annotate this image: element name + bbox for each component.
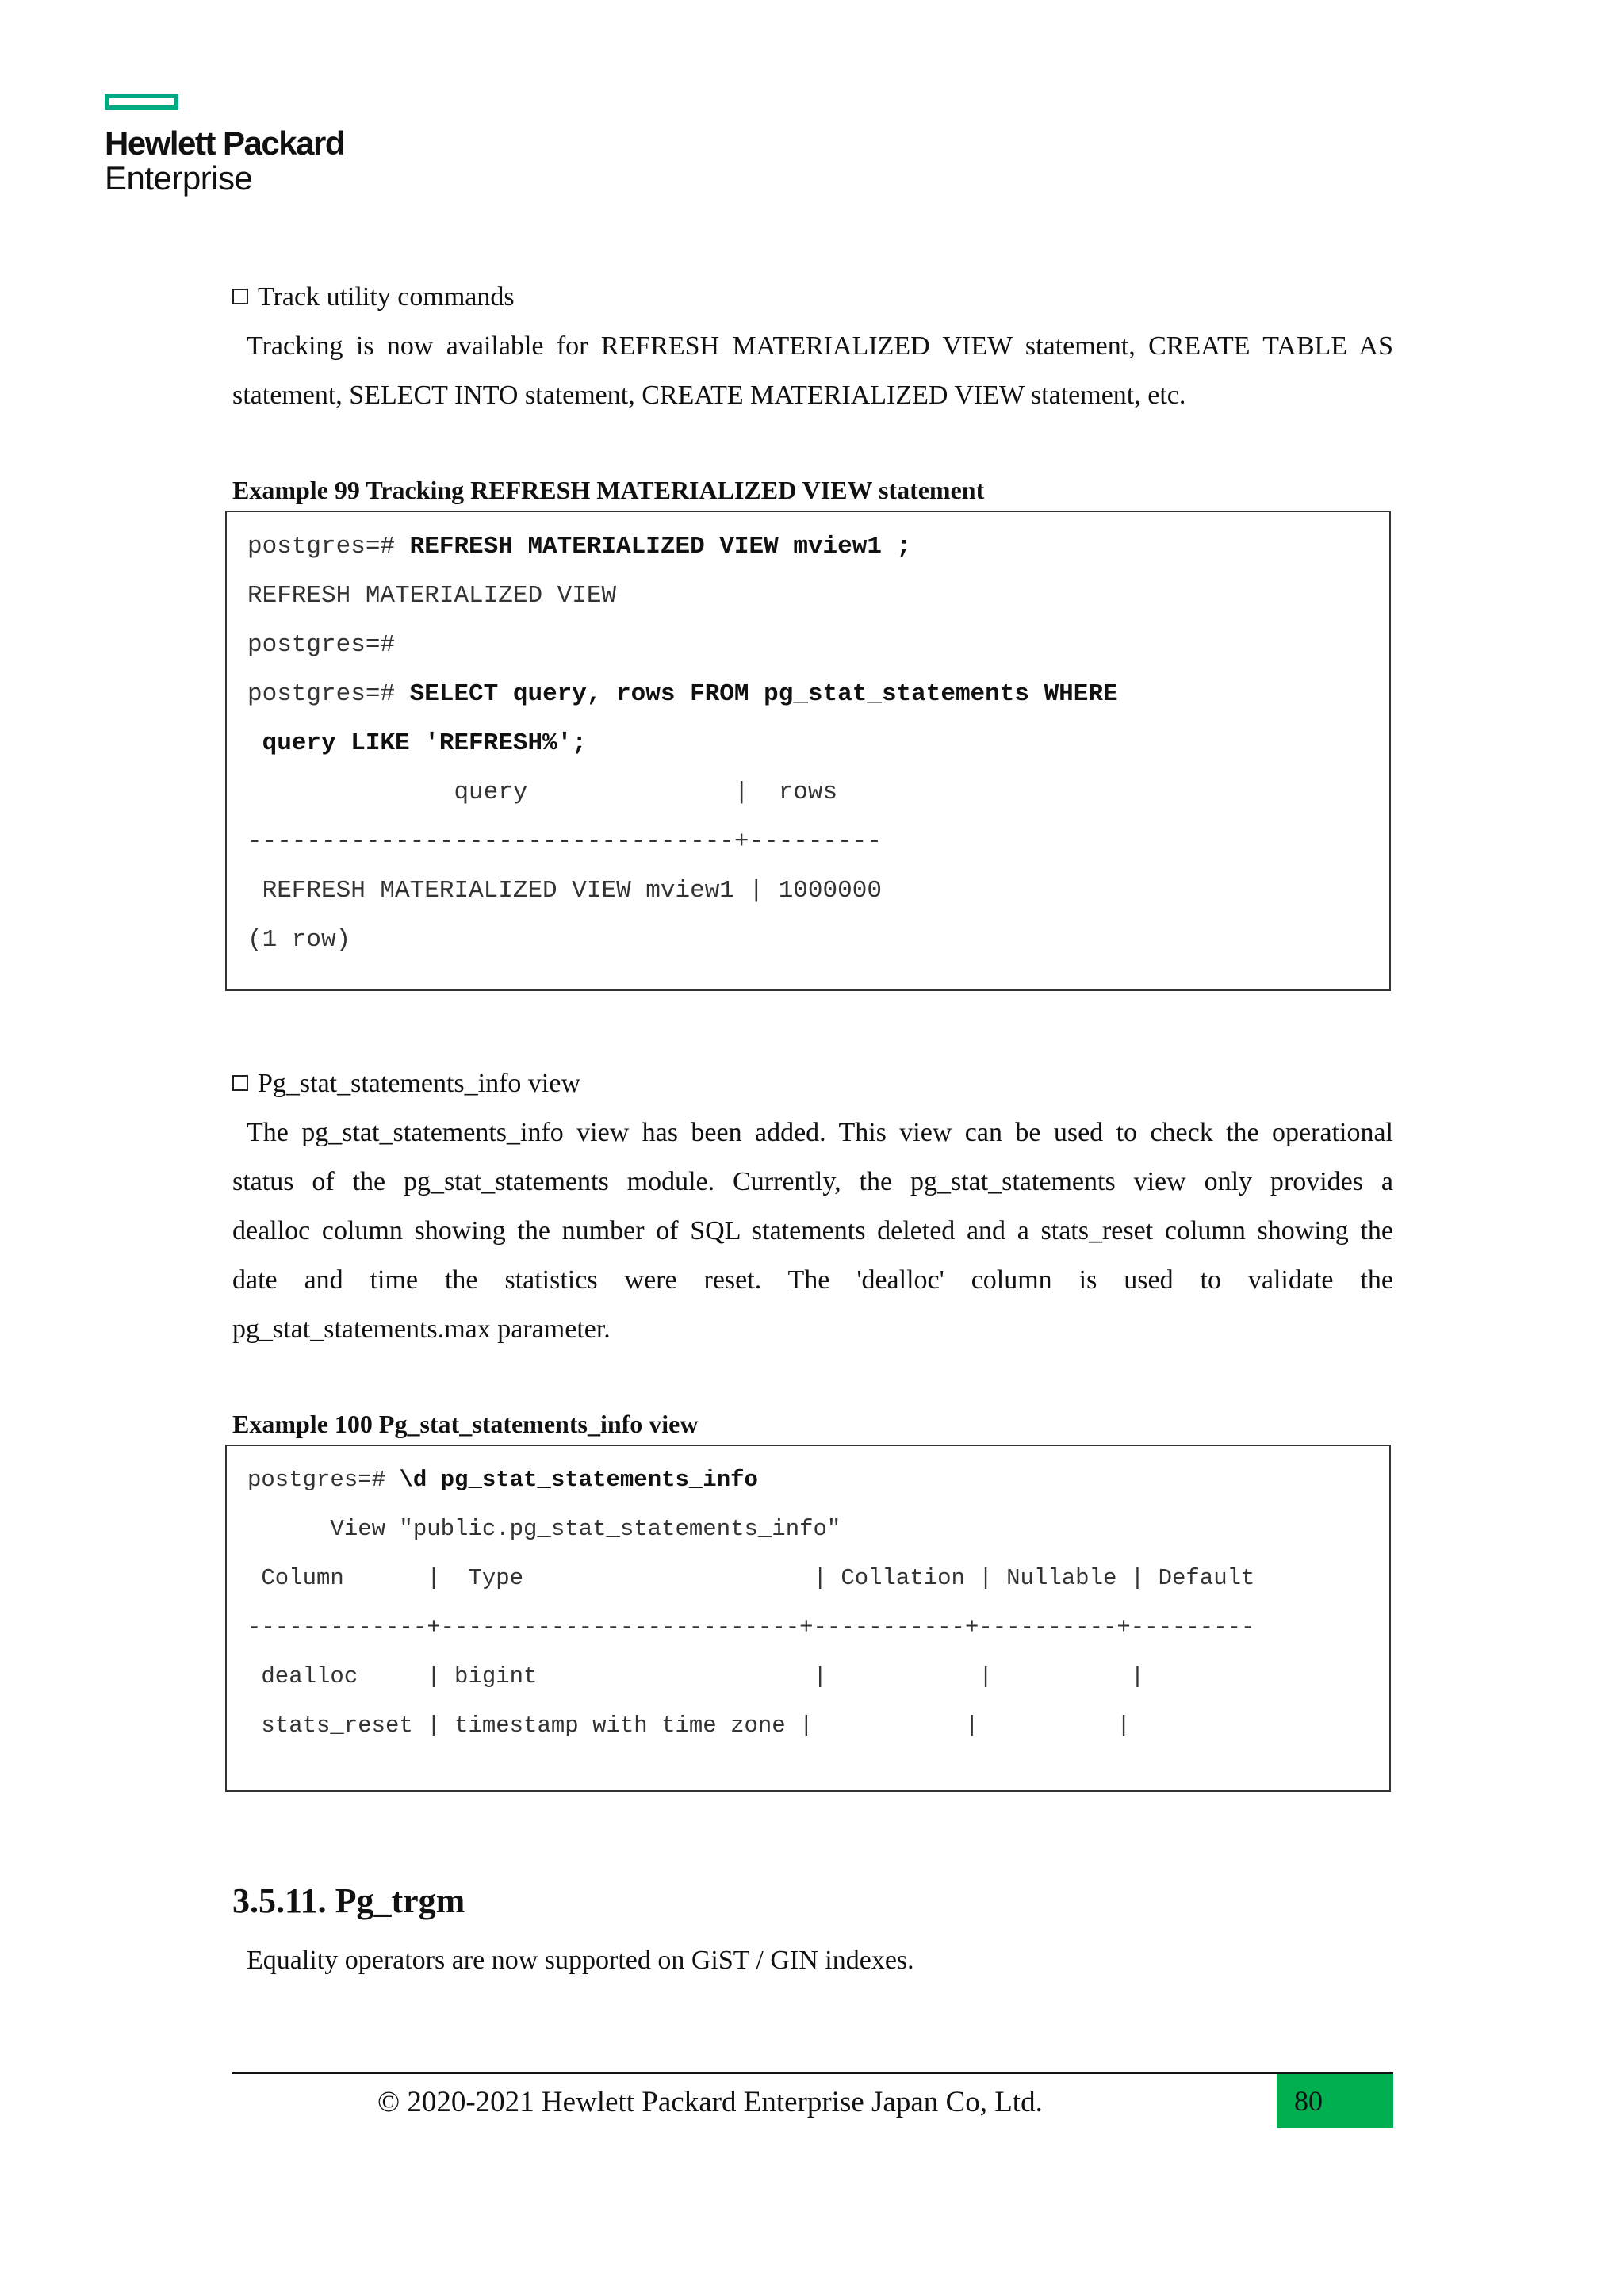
code-line: REFRESH MATERIALIZED VIEW xyxy=(247,582,617,610)
example-caption: Example 99 Tracking REFRESH MATERIALIZED VIEW statement xyxy=(232,476,985,504)
bullet-heading-text: Track utility commands xyxy=(258,282,515,312)
code-line: stats_reset | timestamp with time zone | | | xyxy=(247,1712,1131,1739)
code-prompt: postgres=# xyxy=(247,533,410,561)
code-line xyxy=(247,682,1118,706)
code-command: \d pg_stat_statements_info xyxy=(399,1467,758,1493)
example-caption: Example 100 Pg_stat_statements_info view xyxy=(232,1410,699,1438)
code-prompt: postgres=# xyxy=(247,680,410,708)
paragraph-line: status of the pg_stat_statements module. Currently, the pg_stat_statements view only provides a xyxy=(232,1167,1393,1196)
paragraph-line: Tracking is now available for REFRESH MATERIALIZED VIEW statement, CREATE TABLE AS xyxy=(247,331,1393,361)
paragraph-line: The pg_stat_statements_info view has been added. This view can be used to check the operational xyxy=(247,1118,1393,1147)
paragraph-line: date and time the statistics were reset. The 'dealloc' column is used to validate the xyxy=(232,1265,1393,1295)
section-title: 3.5.11. Pg_trgm xyxy=(232,1881,465,1920)
code-line: postgres=# xyxy=(247,631,396,659)
hpe-logo-element xyxy=(105,94,178,110)
code-block xyxy=(225,1445,1391,1792)
page-number-badge: 80 xyxy=(1277,2074,1393,2128)
checkbox-bullet-icon xyxy=(232,289,248,304)
code-line: View "public.pg_stat_statements_info" xyxy=(247,1516,841,1542)
bullet-heading-text: Pg_stat_statements_info view xyxy=(258,1069,581,1098)
code-prompt: postgres=# xyxy=(247,1467,400,1493)
code-line: -------------+--------------------------+-----------+----------+--------- xyxy=(247,1614,1255,1640)
paragraph-line: dealloc column showing the number of SQL statements deleted and a stats_reset column showing the xyxy=(232,1216,1393,1246)
paragraph-line: pg_stat_statements.max parameter. xyxy=(232,1314,611,1344)
bullet-heading-pg-stat-statements-info xyxy=(232,1059,580,1108)
code-line xyxy=(247,1468,758,1491)
footer-divider xyxy=(232,2072,1393,2074)
logo-line2: Enterprise xyxy=(105,159,253,197)
code-line: ---------------------------------+--------- xyxy=(247,828,882,855)
checkbox-bullet-icon xyxy=(232,1075,248,1091)
bullet-heading-track-utility xyxy=(232,273,515,322)
code-line xyxy=(247,534,911,559)
footer-copyright: © 2020-2021 Hewlett Packard Enterprise Japan Co, Ltd. xyxy=(377,2086,1043,2118)
code-command: query LIKE 'REFRESH%'; xyxy=(247,729,587,757)
paragraph-line: statement, SELECT INTO statement, CREATE MATERIALIZED VIEW statement, etc. xyxy=(232,381,1186,410)
code-block xyxy=(225,511,1391,991)
paragraph-line: Equality operators are now supported on GiST / GIN indexes. xyxy=(247,1946,914,1975)
code-command: SELECT query, rows FROM pg_stat_statements WHERE xyxy=(409,680,1118,708)
code-line xyxy=(247,731,587,756)
code-command: REFRESH MATERIALIZED VIEW mview1 ; xyxy=(409,533,912,561)
code-line: REFRESH MATERIALIZED VIEW mview1 | 1000000 xyxy=(247,877,882,905)
logo-line1: Hewlett Packard xyxy=(105,124,344,162)
code-line: (1 row) xyxy=(247,926,351,954)
code-line: dealloc | bigint | | | xyxy=(247,1663,1145,1689)
code-line: Column | Type | Collation | Nullable | Default xyxy=(247,1565,1255,1591)
code-line: query | rows xyxy=(247,779,838,806)
